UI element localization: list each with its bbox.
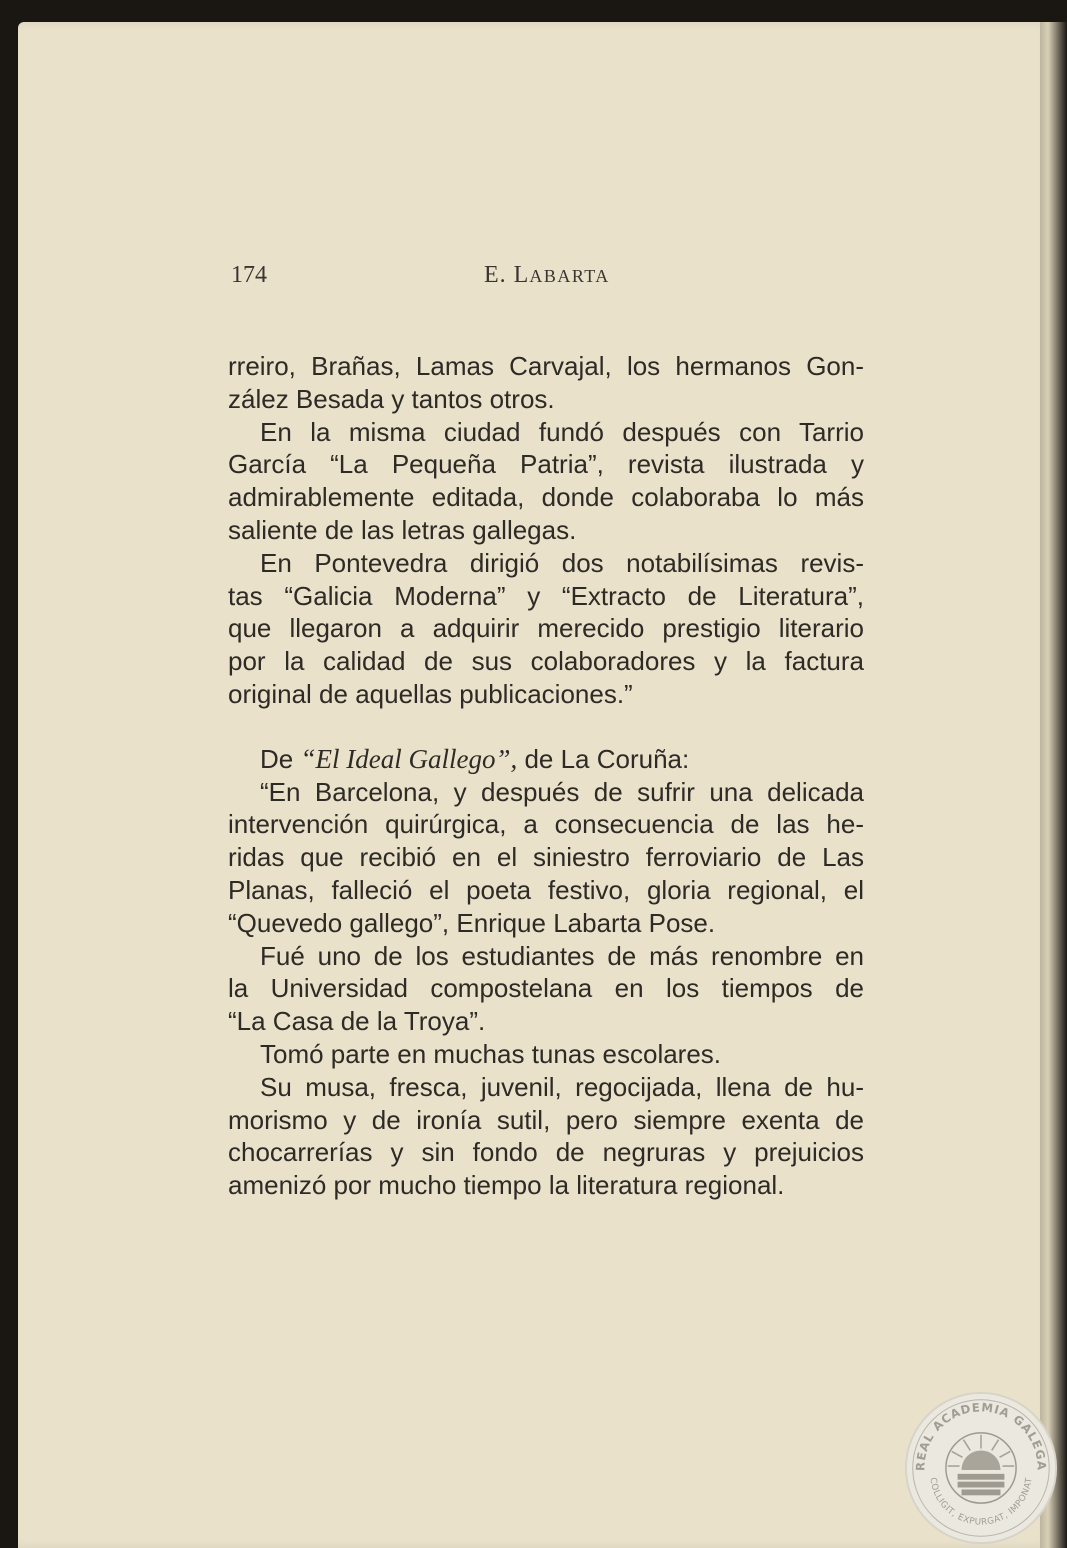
text-line: En Pontevedra dirigió dos notabilísimas revis- xyxy=(260,547,864,578)
text-line: “En Barcelona, y después de sufrir una delicada xyxy=(260,776,864,807)
text-line: original de aquellas publicaciones.” xyxy=(228,678,633,709)
running-head xyxy=(484,262,610,289)
source-attribution xyxy=(228,743,864,776)
text-line: García “La Pequeña Patria”, revista ilustrada y xyxy=(228,449,864,480)
paragraph xyxy=(228,416,864,547)
text-line: intervención quirúrgica, a consecuencia de las he- xyxy=(228,809,864,840)
academy-seal-stamp xyxy=(903,1390,1059,1546)
source-title: “El Ideal Gallego”, xyxy=(300,743,518,774)
paragraph xyxy=(228,1071,864,1202)
seal-top-text: REAL ACADEMIA GALEGA xyxy=(913,1400,1049,1472)
text-line: “La Casa de la Troya”. xyxy=(228,1006,486,1037)
running-head-rest: ABARTA xyxy=(529,266,610,286)
page-number: 174 xyxy=(231,262,267,288)
text-line: chocarrerías y sin fondo de negruras y prejuicios xyxy=(228,1137,864,1168)
wall-icon xyxy=(958,1474,1005,1495)
page-edge xyxy=(1040,22,1067,1548)
text-line: Su musa, fresca, juvenil, regocijada, llena de hu- xyxy=(260,1071,864,1102)
text-line: Planas, falleció el poeta festivo, gloria regional, el xyxy=(228,874,864,905)
body-text xyxy=(228,350,864,1202)
page-header xyxy=(229,262,869,296)
text-line: que llegaron a adquirir merecido prestigio literario xyxy=(228,613,864,644)
text-line: “Quevedo gallego”, Enrique Labarta Pose. xyxy=(228,907,716,938)
text-line: ridas que recibió en el siniestro ferroviario de Las xyxy=(228,842,864,873)
text-line: saliente de las letras gallegas. xyxy=(228,514,577,545)
running-head-initial: E. L xyxy=(484,262,530,288)
text-line: admirablemente editada, donde colaboraba lo más xyxy=(228,482,864,513)
text-line: por la calidad de sus colaboradores y la factura xyxy=(228,646,864,677)
paragraph xyxy=(228,1038,864,1071)
text-line: Fué uno de los estudiantes de más renombre en xyxy=(260,940,864,971)
text-line xyxy=(228,743,864,776)
text-line: tas “Galicia Moderna” y “Extracto de Literatura”, xyxy=(228,580,864,611)
source-suffix: de La Coruña: xyxy=(517,743,690,774)
paragraph xyxy=(228,776,864,940)
text-line: Tomó parte en muchas tunas escolares. xyxy=(260,1038,722,1069)
paragraph xyxy=(228,547,864,711)
seal-bottom-text: COLLIGIT, EXPURGAT, IMPONAT xyxy=(927,1476,1035,1528)
text-line: amenizó por mucho tiempo la literatura regional. xyxy=(228,1170,785,1201)
text-line: la Universidad compostelana en los tiempos de xyxy=(228,973,864,1004)
source-prefix: De xyxy=(260,743,301,774)
paragraph xyxy=(228,940,864,1038)
paragraph xyxy=(228,350,864,416)
text-line: rreiro, Brañas, Lamas Carvajal, los hermanos Gon- xyxy=(228,351,864,381)
text-line: morismo y de ironía sutil, pero siempre exenta de xyxy=(228,1104,864,1135)
text-line: En la misma ciudad fundó después con Tarrio xyxy=(260,416,864,447)
text-line: zález Besada y tantos otros. xyxy=(228,383,555,414)
paragraph-gap xyxy=(228,711,864,743)
